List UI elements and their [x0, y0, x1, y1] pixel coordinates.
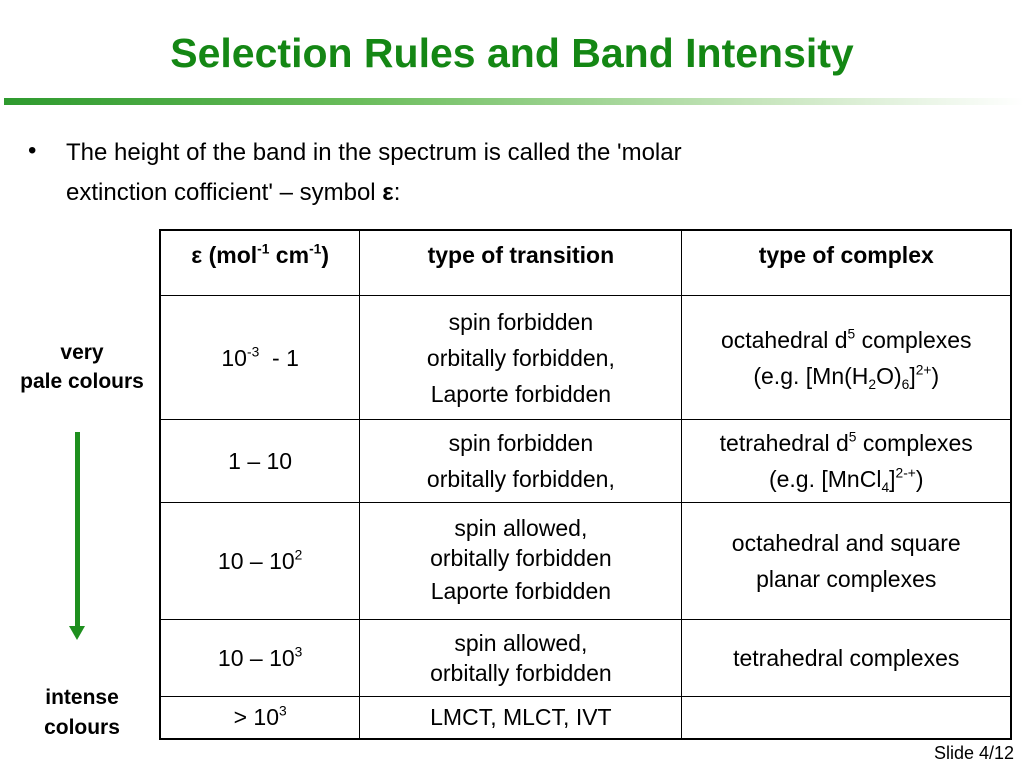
eps-base: 10 – 10	[217, 645, 295, 671]
complex-line	[688, 322, 1004, 358]
table-row	[160, 503, 1011, 620]
complex-text: (e.g. [MnCl	[768, 466, 882, 492]
cell-transition	[360, 620, 682, 697]
cell-epsilon	[160, 503, 360, 620]
complex-sup: 2-+	[895, 465, 916, 481]
complex-line: octahedral and square	[731, 530, 961, 556]
intensity-arrow-shaft	[75, 432, 80, 628]
complex-sub: 6	[901, 376, 910, 392]
eps-sup: 3	[294, 644, 303, 660]
eps-base: 10	[221, 344, 247, 371]
transition-line: Laporte forbidden	[430, 380, 612, 407]
complex-sup: 5	[848, 429, 857, 445]
cell-epsilon	[160, 697, 360, 739]
bullet-colon: :	[393, 179, 401, 206]
transition-line: orbitally forbidden,	[426, 344, 615, 371]
slide-title: Selection Rules and Band Intensity	[170, 30, 854, 76]
cell-complex	[682, 503, 1011, 620]
header-complex: type of complex	[682, 230, 1011, 296]
cell-transition: LMCT, MLCT, IVT	[360, 697, 682, 739]
eps-rest: - 1	[259, 344, 299, 371]
complex-text: ]	[909, 362, 916, 389]
bullet-marker: •	[28, 137, 37, 164]
cell-transition	[360, 296, 682, 420]
epsilon-symbol: ε	[382, 179, 394, 206]
header-unit-cm: cm	[269, 242, 310, 268]
cell-complex	[682, 420, 1011, 503]
complex-line	[688, 358, 1004, 394]
complex-sub: 2	[868, 376, 877, 392]
table-row	[160, 420, 1011, 503]
title-underline	[4, 98, 1024, 105]
table-row	[160, 296, 1011, 420]
epsilon-symbol: ε	[191, 242, 203, 268]
header-transition: type of transition	[360, 230, 682, 296]
complex-sup: 2+	[915, 361, 932, 377]
cell-complex	[682, 296, 1011, 420]
intensity-arrow-head-icon	[69, 626, 85, 640]
side-label-pale	[4, 338, 160, 396]
transition-line: orbitally forbidden	[430, 545, 612, 571]
slide-number: Slide 4/12	[933, 743, 1014, 763]
eps-sup: 3	[279, 703, 287, 719]
table-row	[160, 620, 1011, 697]
complex-text: octahedral d	[720, 326, 848, 353]
complex-text: complexes	[856, 430, 973, 456]
bullet-text	[66, 133, 826, 213]
complex-text: tetrahedral d	[719, 430, 849, 456]
side-label-intense-line1: intense	[45, 686, 119, 709]
eps-base: 10 – 10	[217, 548, 295, 574]
side-label-pale-line2: pale colours	[20, 370, 144, 393]
band-intensity-table	[159, 229, 1012, 740]
complex-line	[688, 461, 1004, 497]
complex-line: planar complexes	[756, 566, 937, 592]
bullet-line-2-start: extinction cofficient' – symbol	[66, 179, 383, 206]
complex-text: )	[915, 466, 924, 492]
table-row	[160, 697, 1011, 739]
transition-line: orbitally forbidden	[430, 660, 612, 686]
transition-line: orbitally forbidden,	[426, 466, 615, 492]
header-epsilon	[160, 230, 360, 296]
transition-line: spin allowed,	[454, 630, 588, 656]
header-unit-mol: (mol	[202, 242, 258, 268]
cell-epsilon	[160, 620, 360, 697]
eps-base: > 10	[233, 704, 279, 731]
header-unit-close: )	[321, 242, 330, 268]
complex-text: )	[931, 362, 940, 389]
cell-complex: tetrahedral complexes	[682, 620, 1011, 697]
transition-line: spin allowed,	[454, 515, 588, 541]
cell-transition	[360, 420, 682, 503]
side-label-intense	[4, 683, 160, 743]
cell-epsilon	[160, 296, 360, 420]
eps-sup: -3	[246, 343, 260, 359]
transition-line: Laporte forbidden	[430, 578, 612, 604]
eps-sup: 2	[294, 547, 303, 563]
complex-text: O)	[876, 362, 902, 389]
header-unit-sup: -1	[309, 241, 322, 257]
complex-text: (e.g. [Mn(H	[753, 362, 869, 389]
table-header-row	[160, 230, 1011, 296]
complex-sub: 4	[881, 479, 890, 495]
bullet-line-1: The height of the band in the spectrum is called the 'molar	[66, 139, 682, 166]
cell-epsilon: 1 – 10	[160, 420, 360, 503]
transition-line: spin forbidden	[448, 308, 594, 335]
header-unit-sup: -1	[257, 241, 270, 257]
cell-transition	[360, 503, 682, 620]
complex-line	[688, 425, 1004, 461]
complex-sup: 5	[847, 325, 856, 341]
side-label-pale-line1: very	[60, 341, 104, 364]
complex-text: complexes	[855, 326, 972, 353]
side-label-intense-line2: colours	[44, 716, 120, 739]
complex-text: ]	[889, 466, 896, 492]
cell-complex	[682, 697, 1011, 739]
transition-line: spin forbidden	[448, 430, 594, 456]
